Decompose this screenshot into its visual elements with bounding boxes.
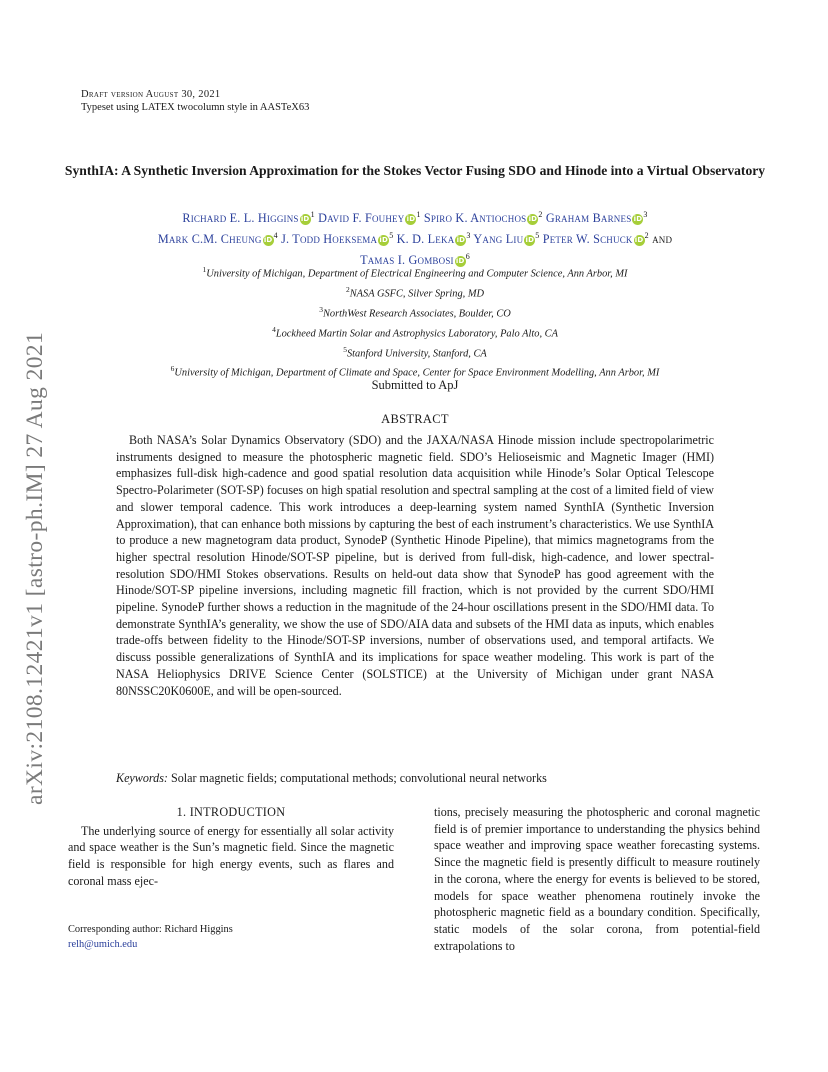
orcid-icon[interactable]: iD bbox=[406, 215, 416, 224]
author-affil-sup: 2 bbox=[538, 210, 543, 219]
left-column bbox=[68, 800, 394, 890]
section-heading-introduction: 1. INTRODUCTION bbox=[176, 805, 286, 819]
orcid-icon[interactable]: iD bbox=[633, 215, 643, 224]
orcid-icon[interactable]: iD bbox=[525, 236, 535, 245]
author[interactable]: Peter W. Schuck bbox=[542, 232, 633, 247]
authors-and: and bbox=[652, 232, 673, 247]
author-list bbox=[60, 206, 770, 269]
author-affil-sup: 5 bbox=[535, 231, 540, 241]
orcid-icon[interactable]: iD bbox=[634, 236, 644, 245]
orcid-icon[interactable]: iD bbox=[263, 236, 273, 245]
keywords-text: Solar magnetic fields; computational methods; convolutional neural networks bbox=[171, 771, 547, 785]
affiliation: $^4$Lockheed Martin Solar and Astrophysics Laboratory, Palo Alto, CA bbox=[272, 324, 558, 340]
corresponding-author: Corresponding author: Richard Higgins bbox=[68, 924, 233, 935]
author[interactable]: Graham Barnes bbox=[545, 211, 632, 226]
intro-paragraph-right: tions, precisely measuring the photospheric and coronal magnetic field is of premier importance to understanding the physics behind space weather and improving space weather forecasting systems. Since the magnetic field is presently difficult to measure routinely in the corona, where the energy for events is believed to be stored, models for space weather phenomena routinely invoke the photospheric magnetic field as a boundary condition. Specifically, static models of the solar corona, from potential-field extrapolations to bbox=[434, 805, 760, 953]
paper-title: SynthIA: A Synthetic Inversion Approximation for the Stokes Vector Fusing SDO and Hinode into a Virtual Observatory bbox=[64, 163, 766, 178]
abstract-text: Both NASA’s Solar Dynamics Observatory (SDO) and the JAXA/NASA Hinode mission include spectropolarimetric instruments designed to measure the photospheric magnetic field. SDO’s Helioseismic and Magnetic Imager (HMI) emphasizes full-disk high-cadence and good spatial resolution data acquisition while Hinode’s Solar Optical Telescope Spectro-Polarimeter (SOT-SP) focuses on high spatial resolution and spectral sampling at the cost of a limited field of view and slower temporal cadence. This work introduces a deep-learning system named SynthIA (Synthetic Inversion Approximation), that can enhance both missions by capturing the best of each instrument’s characteristics. We use SynthIA to produce a new magnetogram data product, SynodeP (Synthetic Hinode Pipeline), that mimics magnetograms from the higher spectral resolution Hinode/SOT-SP pipeline, but is derived from full-disk, high-cadence, and lower spectral-resolution SDO/HMI Stokes observations. Results on held-out data show that SynodeP has good agreement with the Hinode/SOT-SP pipeline inversions, including magnetic fill fraction, which is not provided by the current SDO/HMI pipeline. SynodeP further shows a reduction in the magnitude of the 24-hour oscillations present in the SDO/HMI data. To demonstrate SynthIA’s generality, we show the use of SDO/AIA data and subsets of the HMI data as inputs, which enables trade-offs between fidelity to the Hinode/SOT-SP inversions, number of observations used, and temporal artifacts. We discuss possible generalizations of SynthIA and its implications for space weather modeling. This work is part of the NASA Heliophysics DRIVE Science Center (SOLSTICE) at the University of Michigan under grant NASA 80NSSC20K0600E, and will be open-sourced. bbox=[116, 433, 714, 698]
arxiv-sidebar-stamp: arXiv:2108.12421v1 [astro-ph.IM] 27 Aug 2021 bbox=[22, 331, 48, 805]
affiliation: $^5$Stanford University, Stanford, CA bbox=[343, 344, 487, 359]
affiliation: $^6$University of Michigan, Department of Climate and Space, Center for Space Environment Modelling, Ann Arbor, MI bbox=[170, 364, 660, 379]
author-affil-sup: 3 bbox=[466, 231, 471, 241]
affiliation: $^1$University of Michigan, Department of Electrical Engineering and Computer Science, Ann Arbor, MI bbox=[202, 265, 628, 280]
author[interactable]: Mark C.M. Cheung bbox=[157, 232, 262, 247]
author-affil-sup: 1 bbox=[416, 210, 421, 219]
orcid-icon[interactable]: iD bbox=[456, 236, 466, 245]
author[interactable]: Tamas I. Gombosi bbox=[360, 253, 454, 268]
author[interactable]: Richard E. L. Higgins bbox=[182, 211, 299, 226]
orcid-icon[interactable]: iD bbox=[379, 236, 389, 245]
keywords-label: Keywords: bbox=[116, 771, 168, 785]
submission-note: Submitted to ApJ bbox=[371, 378, 459, 392]
author-affil-sup: 4 bbox=[273, 231, 278, 241]
corresponding-author-footnote bbox=[68, 922, 394, 952]
author-affil-sup: 6 bbox=[465, 252, 470, 262]
author[interactable]: Spiro K. Antiochos bbox=[423, 211, 527, 226]
affiliation: $^2$NASA GSFC, Silver Spring, MD bbox=[345, 284, 485, 300]
author-affil-sup: 2 bbox=[644, 231, 649, 241]
draft-version: Draft version August 30, 2021 bbox=[81, 89, 221, 100]
orcid-icon[interactable]: iD bbox=[300, 215, 310, 224]
author-affil-sup: 5 bbox=[389, 231, 394, 241]
author[interactable]: David F. Fouhey bbox=[318, 211, 405, 226]
author[interactable]: K. D. Leka bbox=[396, 232, 455, 247]
author[interactable]: J. Todd Hoeksema bbox=[281, 232, 378, 247]
orcid-icon[interactable]: iD bbox=[528, 215, 538, 224]
keywords bbox=[116, 770, 714, 786]
abstract-heading: ABSTRACT bbox=[381, 412, 449, 426]
abstract-body bbox=[116, 432, 714, 699]
author[interactable]: Yang Liu bbox=[473, 232, 524, 247]
right-column bbox=[434, 804, 760, 954]
intro-paragraph-left: The underlying source of energy for essentially all solar activity and space weather is the Sun’s magnetic field. Since the magnetic field is responsible for high energy events, such as flares and coronal mass ejec- bbox=[68, 823, 394, 888]
typeset-note: Typeset using LATEX twocolumn style in AASTeX63 bbox=[81, 102, 310, 113]
affiliation-list bbox=[60, 262, 770, 381]
orcid-icon[interactable]: iD bbox=[455, 257, 465, 266]
author-affil-sup: 1 bbox=[310, 210, 315, 219]
author-email-link[interactable]: relh@umich.edu bbox=[68, 939, 138, 950]
affiliation: $^3$NorthWest Research Associates, Boulder, CO bbox=[319, 304, 511, 320]
author-affil-sup: 3 bbox=[643, 210, 648, 219]
